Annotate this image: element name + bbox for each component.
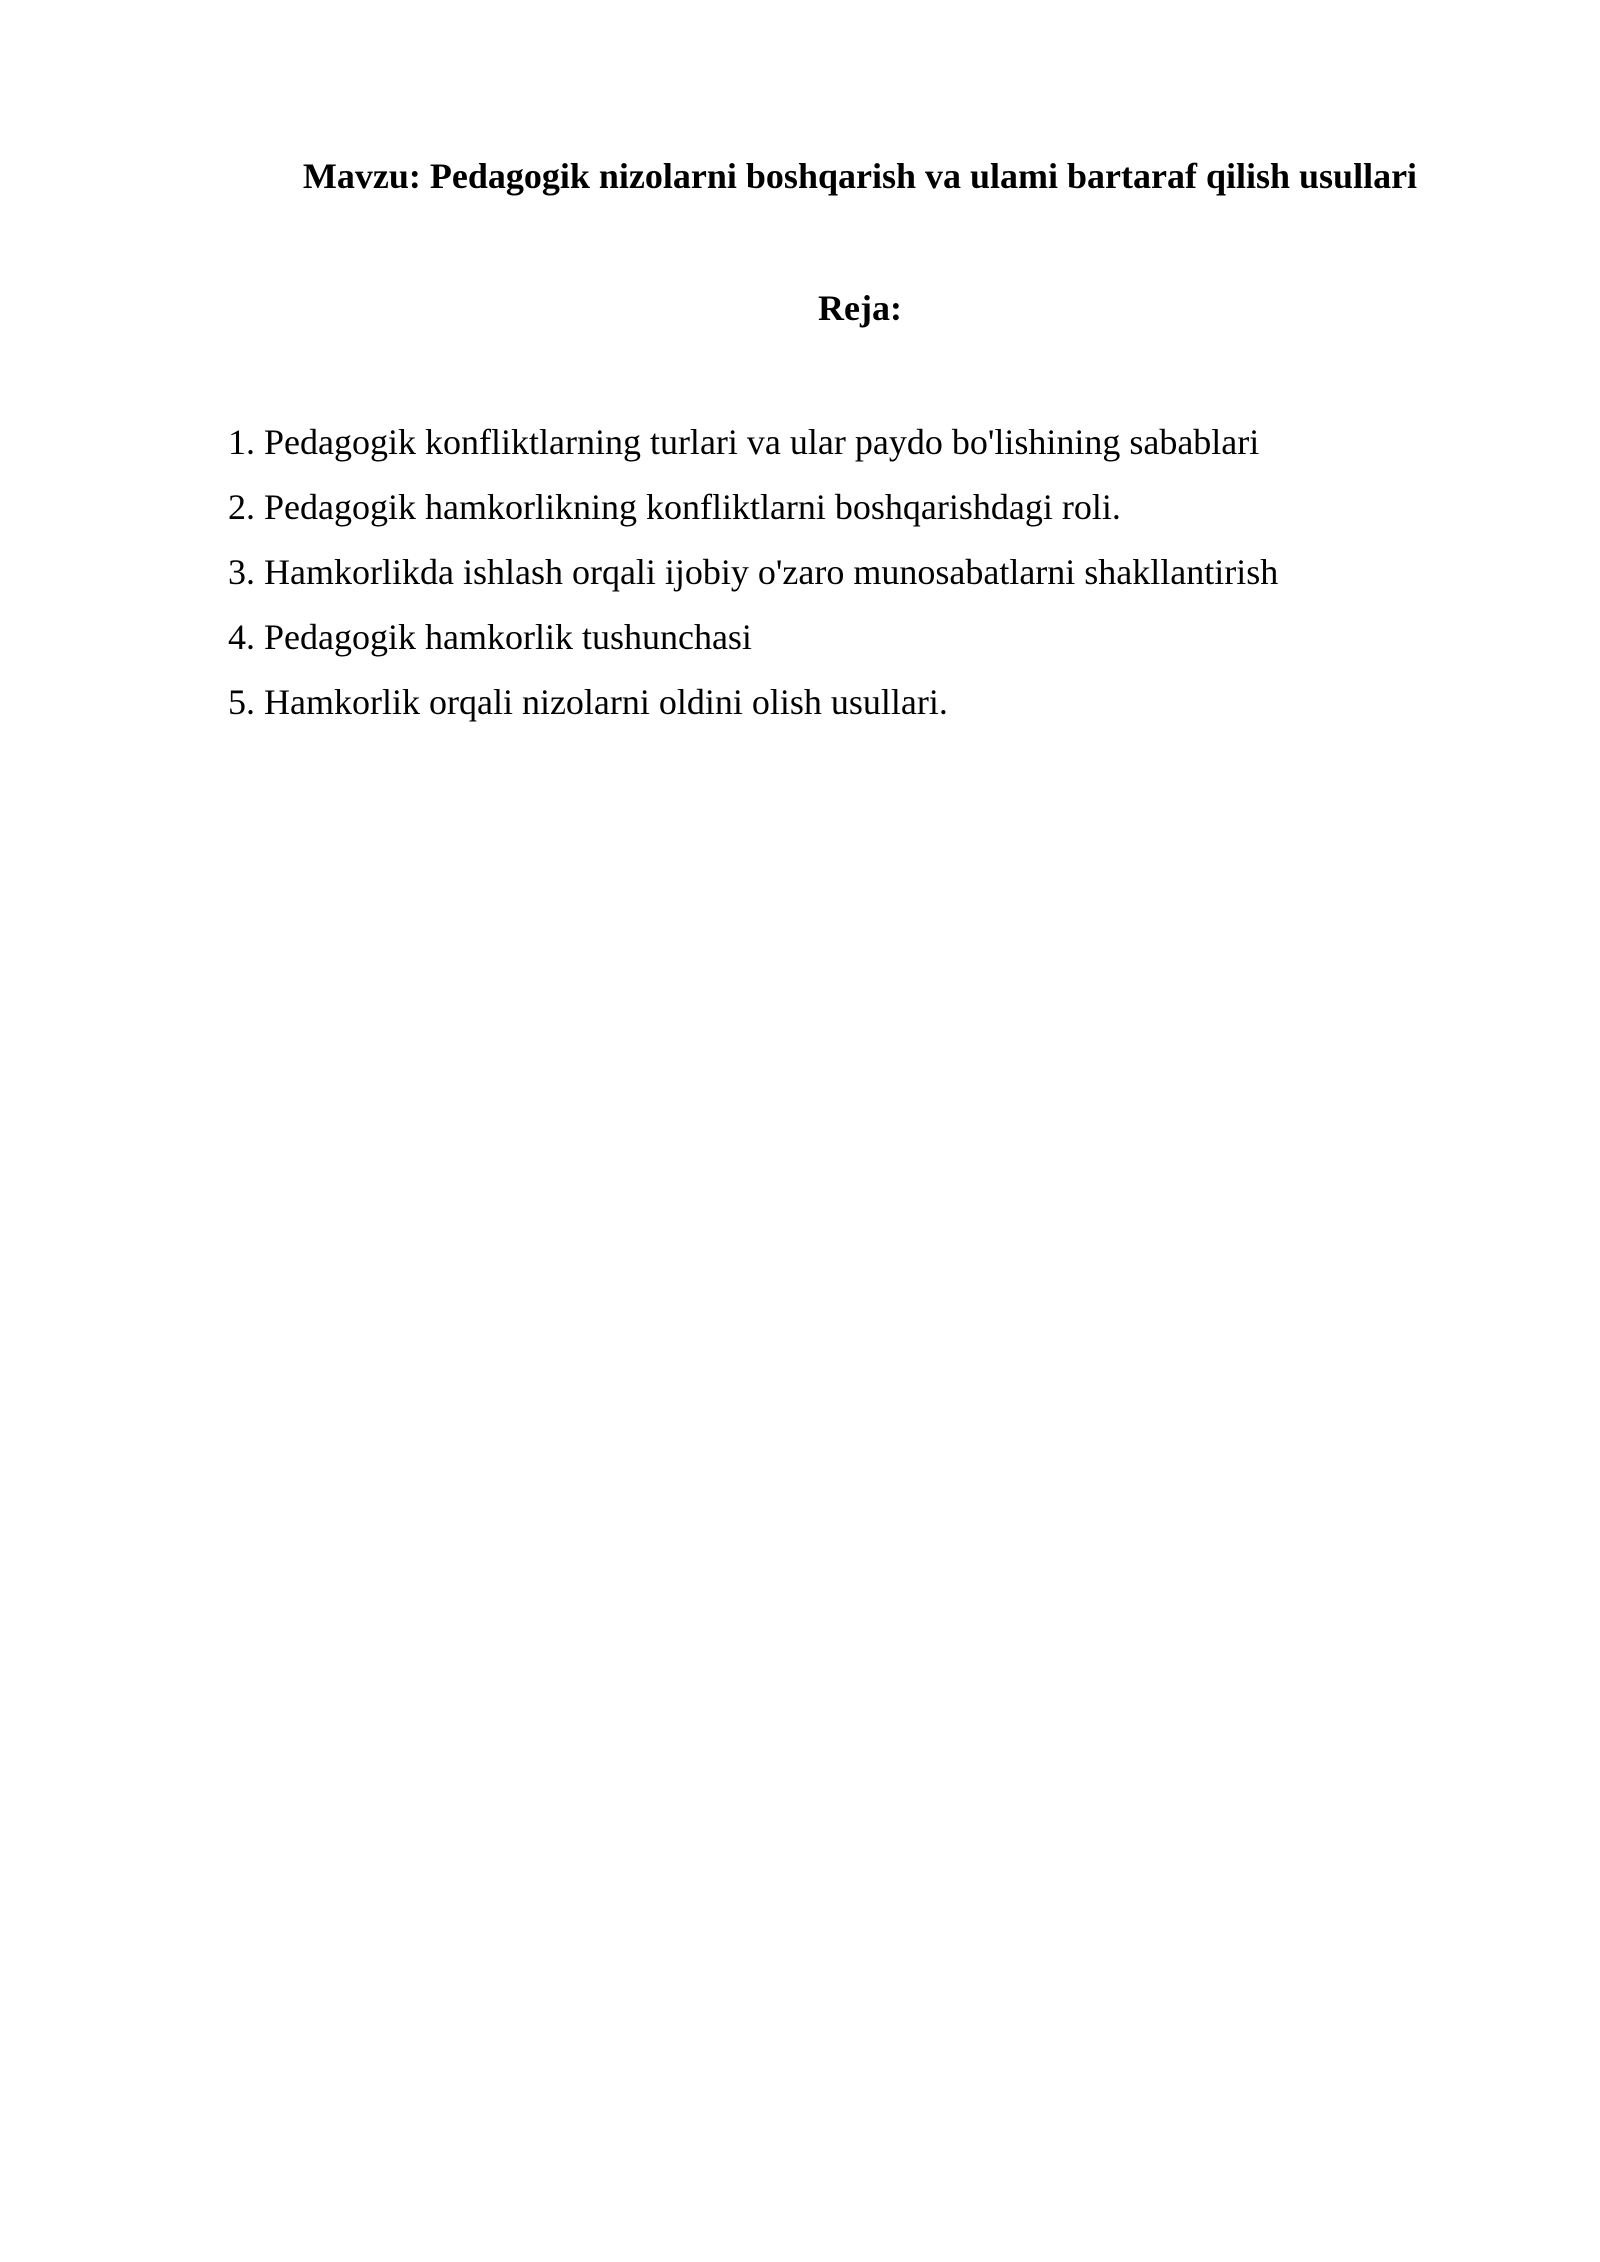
list-item-number: 4. xyxy=(228,617,255,657)
list-item-text: Pedagogik hamkorlik tushunchasi xyxy=(264,617,752,657)
list-item xyxy=(228,475,1278,540)
document-title: Mavzu: Pedagogik nizolarni boshqarish va ulami bartaraf qilish usullari xyxy=(302,156,1418,196)
list-item-text: Hamkorlikda ishlash orqali ijobiy o'zaro munosabatlarni shakllantirish xyxy=(264,552,1279,592)
list-item xyxy=(228,670,1278,735)
list-item-text: Hamkorlik orqali nizolarni oldini olish usullari. xyxy=(264,682,948,722)
plan-heading: Reja: xyxy=(818,288,902,328)
list-item-text: Pedagogik konfliktlarning turlari va ular paydo bo'lishining sabablari xyxy=(264,422,1260,462)
plan-list xyxy=(228,410,1278,735)
list-item xyxy=(228,540,1278,605)
list-item xyxy=(228,605,1278,670)
list-item-number: 1. xyxy=(228,422,255,462)
list-item-number: 5. xyxy=(228,682,255,722)
list-item-number: 2. xyxy=(228,487,255,527)
list-item-number: 3. xyxy=(228,552,255,592)
list-item xyxy=(228,410,1278,475)
list-item-text: Pedagogik hamkorlikning konfliktlarni boshqarishdagi roli. xyxy=(264,487,1121,527)
